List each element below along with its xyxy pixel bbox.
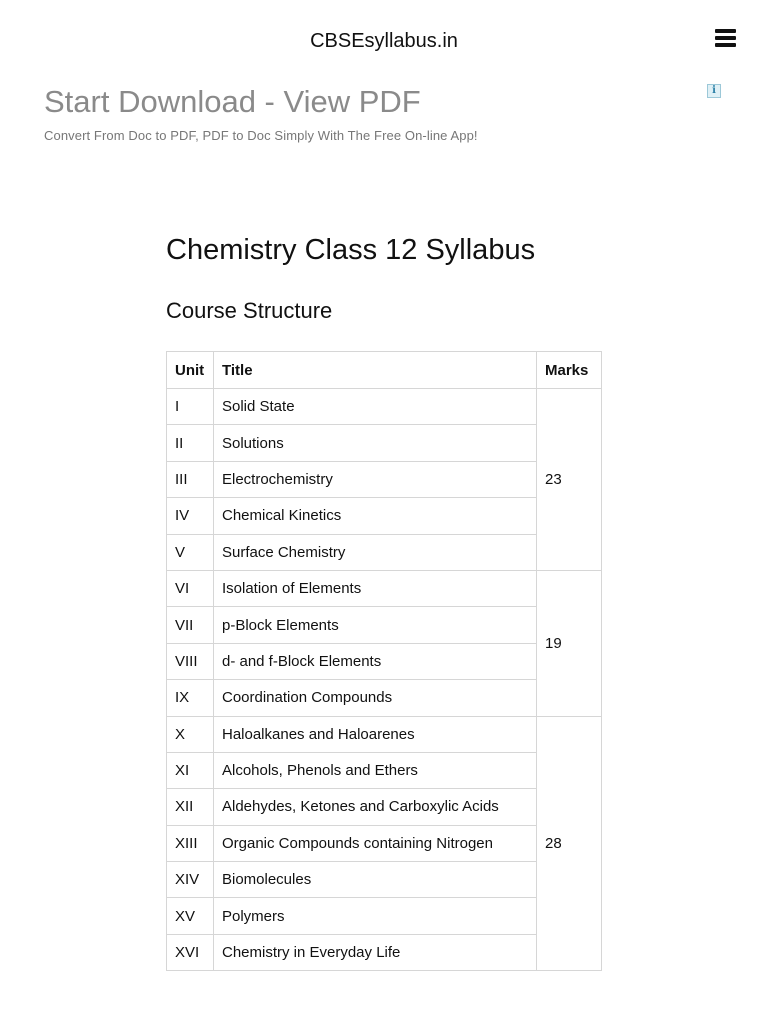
hamburger-menu-icon [715,29,736,33]
section-title: Course Structure [166,298,333,323]
unit-cell: XV [167,898,214,934]
table-row [167,716,602,752]
table-row [167,934,602,970]
table-row [167,607,602,643]
marks-cell: 19 [537,570,602,716]
unit-cell: III [167,461,214,497]
page-title: Chemistry Class 12 Syllabus [166,234,536,266]
unit-cell: XII [167,789,214,825]
marks-cell: 28 [537,716,602,971]
ad-info-icon[interactable]: i [707,84,721,98]
table-body [167,389,602,971]
table-row [167,389,602,425]
title-cell: Organic Compounds containing Nitrogen [213,825,536,861]
site-header [0,0,768,84]
marks-cell: 23 [537,389,602,571]
ad-headline-link[interactable]: Start Download - View PDF [44,84,421,119]
unit-cell: XI [167,752,214,788]
unit-cell: XVI [167,934,214,970]
title-cell: Aldehydes, Ketones and Carboxylic Acids [213,789,536,825]
unit-cell: VIII [167,643,214,679]
title-cell: Solid State [213,389,536,425]
title-cell: Isolation of Elements [213,570,536,606]
title-cell: Haloalkanes and Haloarenes [213,716,536,752]
table-row [167,425,602,461]
unit-cell: XIII [167,825,214,861]
title-cell: Chemistry in Everyday Life [213,934,536,970]
unit-cell: IV [167,498,214,534]
table-row [167,570,602,606]
table-row [167,498,602,534]
unit-cell: X [167,716,214,752]
ad-description: Convert From Doc to PDF, PDF to Doc Simply With The Free On-line App! [44,128,478,143]
column-header-marks: Marks [537,352,602,389]
table-row [167,461,602,497]
title-cell: Coordination Compounds [213,680,536,716]
unit-cell: XIV [167,862,214,898]
title-cell: Chemical Kinetics [213,498,536,534]
table-row [167,825,602,861]
table-row [167,534,602,570]
table-row [167,862,602,898]
course-structure-table [166,351,602,971]
unit-cell: IX [167,680,214,716]
unit-cell: II [167,425,214,461]
table-row [167,680,602,716]
title-cell: Electrochemistry [213,461,536,497]
column-header-title: Title [213,352,536,389]
title-cell: Biomolecules [213,862,536,898]
unit-cell: V [167,534,214,570]
title-cell: Alcohols, Phenols and Ethers [213,752,536,788]
table-header-row [167,352,602,389]
title-cell: Polymers [213,898,536,934]
table-row [167,752,602,788]
site-title[interactable]: CBSEsyllabus.in [310,30,458,52]
unit-cell: VI [167,570,214,606]
title-cell: p-Block Elements [213,607,536,643]
unit-cell: VII [167,607,214,643]
title-cell: Solutions [213,425,536,461]
unit-cell: I [167,389,214,425]
menu-button[interactable] [711,26,741,52]
column-header-unit: Unit [167,352,214,389]
table-row [167,643,602,679]
title-cell: Surface Chemistry [213,534,536,570]
title-cell: d- and f-Block Elements [213,643,536,679]
ad-banner[interactable] [0,84,768,154]
table-row [167,898,602,934]
table-row [167,789,602,825]
